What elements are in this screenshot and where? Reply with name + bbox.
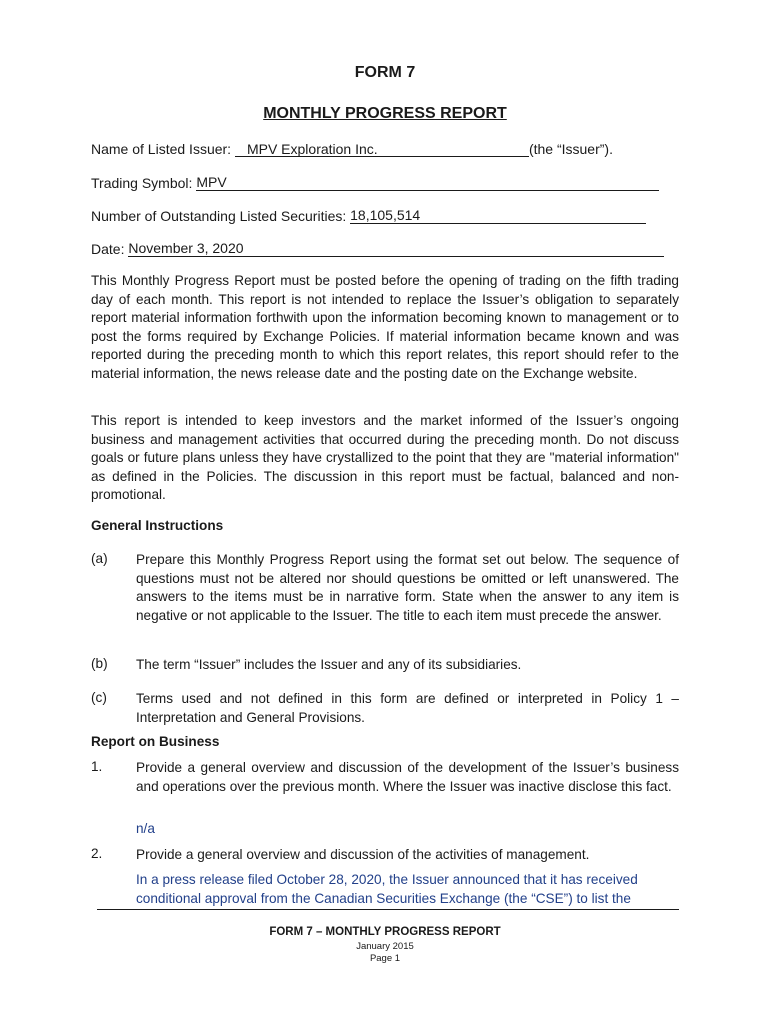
footer-divider <box>97 909 679 910</box>
date-value: November 3, 2020 <box>128 240 664 257</box>
general-instructions-heading: General Instructions <box>91 518 224 533</box>
issuer-label: Name of Listed Issuer: <box>91 141 232 157</box>
symbol-field <box>91 174 659 191</box>
date-field <box>91 240 664 257</box>
question-number: 2. <box>91 846 103 861</box>
symbol-label: Trading Symbol: <box>91 175 193 191</box>
instruction-text: Prepare this Monthly Progress Report using the format set out below. The sequence of questions must not be altered nor should questions be omitted or left unanswered. The answers to the items must be in narrative form. State when the answer to any item is negative or not applicable to the Issuer. The title to each item must precede the answer. <box>136 552 679 623</box>
issuer-field <box>91 141 613 157</box>
report-title <box>0 105 770 123</box>
answer-text: In a press release filed October 28, 2020, the Issuer announced that it has received conditional approval from the Canadian Securities Exchange (the “CSE”) to list the <box>136 872 638 906</box>
date-label: Date: <box>91 241 125 257</box>
securities-field <box>91 207 646 224</box>
issuer-value: MPV Exploration Inc. <box>235 141 529 157</box>
instruction-text: The term “Issuer” includes the Issuer and any of its subsidiaries. <box>136 657 522 672</box>
instruction-label: (a) <box>91 551 108 566</box>
footer-title: FORM 7 – MONTHLY PROGRESS REPORT <box>269 926 501 938</box>
report-on-business-heading: Report on Business <box>91 734 220 749</box>
report-title-text: MONTHLY PROGRESS REPORT <box>263 105 507 122</box>
footer-page-number: Page 1 <box>369 953 401 964</box>
question-text: Provide a general overview and discussion of the development of the Issuer’s business and operations over the previous month. Where the Issuer was inactive disclose this fact. <box>136 760 679 794</box>
question-number: 1. <box>91 759 103 774</box>
instruction-label: (c) <box>91 690 107 705</box>
instruction-text: Terms used and not defined in this form are defined or interpreted in Policy 1 – Interpretation and General Provisions. <box>136 691 679 725</box>
intro-paragraph-2: This report is intended to keep investors and the market informed of the Issuer’s ongoing business and management activities that occurred during the preceding month. Do not discuss goals or future plans unless they have crystallized to the point that they are "material information" as defined in the Policies. The discussion in this report must be factual, balanced and non-promotional. <box>91 413 679 503</box>
issuer-suffix: (the “Issuer”). <box>528 141 613 157</box>
instruction-label: (b) <box>91 656 108 671</box>
question-text: Provide a general overview and discussion of the activities of management. <box>136 847 590 862</box>
footer-date: January 2015 <box>356 941 414 952</box>
answer-text: n/a <box>136 821 155 836</box>
form-title: FORM 7 <box>354 64 416 81</box>
symbol-value: MPV <box>196 174 659 191</box>
securities-label: Number of Outstanding Listed Securities: <box>91 208 347 224</box>
intro-paragraph-1: This Monthly Progress Report must be posted before the opening of trading on the fifth trading day of each month. This report is not intended to replace the Issuer’s obligation to separately report material information forthwith upon the information becoming known to management or to post the forms required by Exchange Policies. If material information became known and was reported during the preceding month to which this report relates, this report should refer to the material information, the news release date and the posting date on the Exchange website. <box>91 273 679 381</box>
securities-value: 18,105,514 <box>350 207 646 224</box>
